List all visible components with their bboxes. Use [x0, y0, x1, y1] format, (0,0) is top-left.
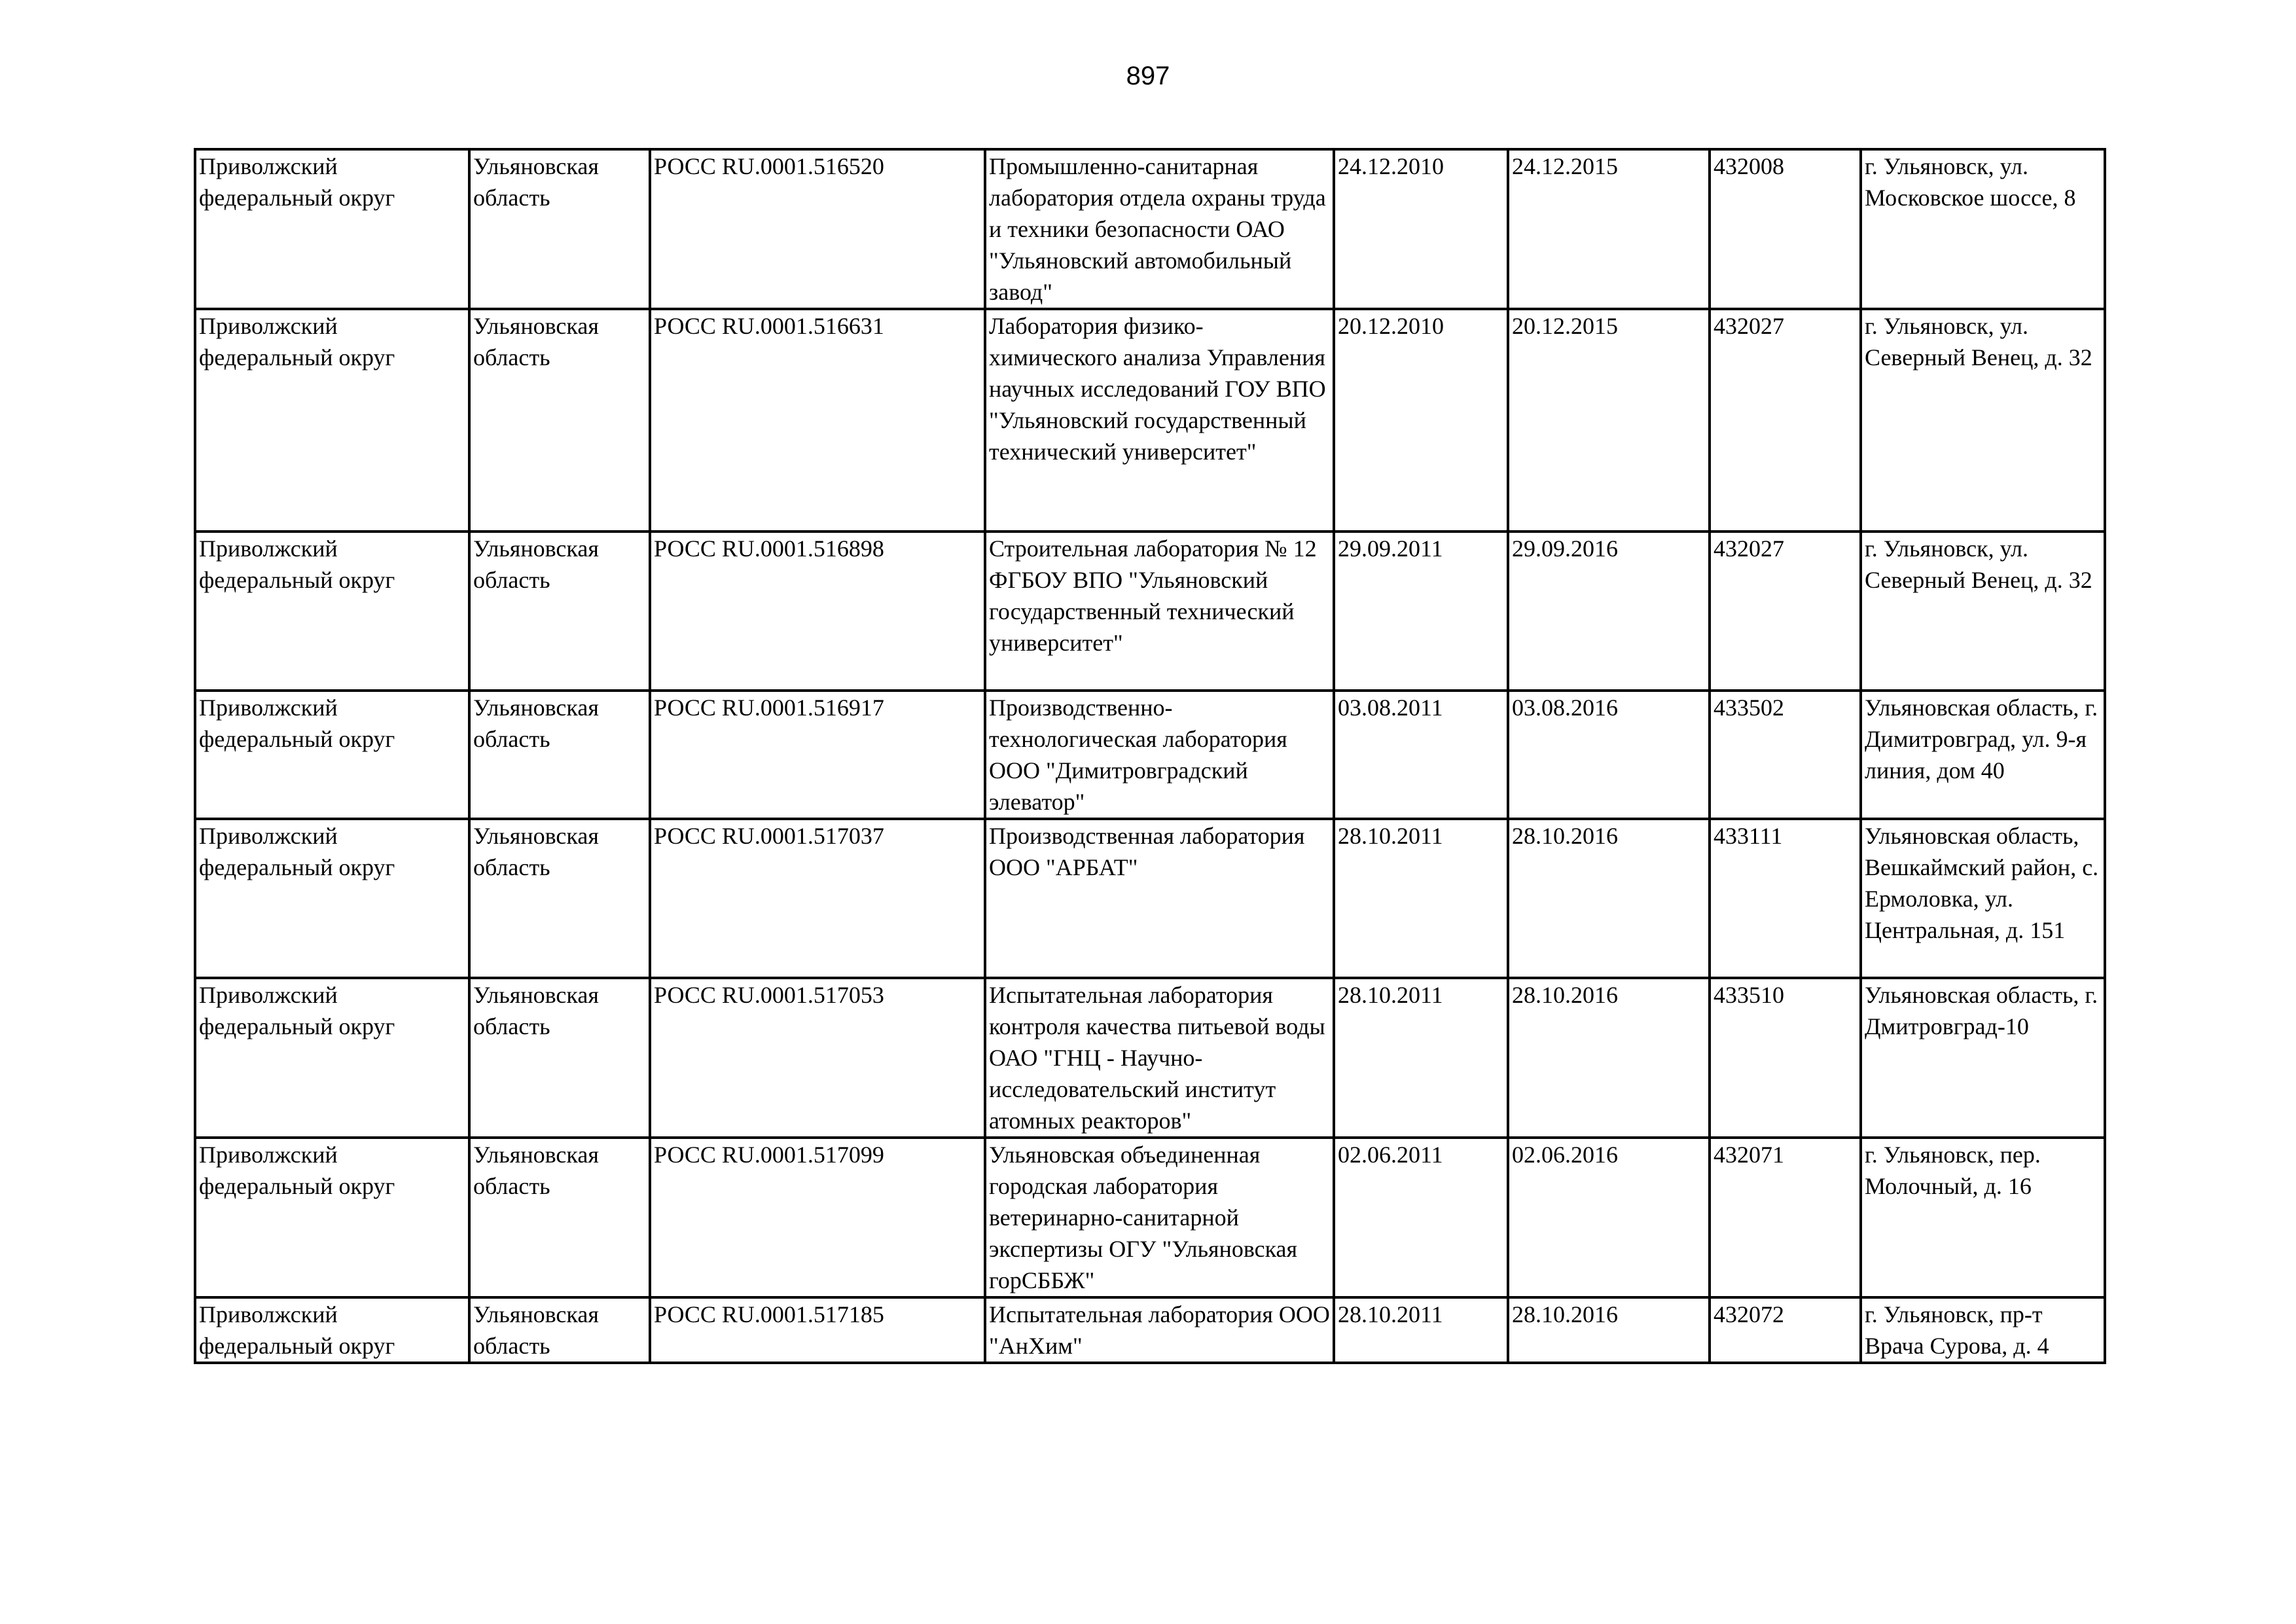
address-cell: Ульяновская область, г. Дмитровград-10 — [1861, 978, 2105, 1138]
registration-number-cell: РОСС RU.0001.516917 — [650, 691, 985, 819]
organization-cell: Строительная лаборатория № 12 ФГБОУ ВПО "Ульяновский государственный технический университет" — [985, 532, 1334, 691]
date-expires-cell: 28.10.2016 — [1508, 819, 1710, 978]
organization-cell: Промышленно-санитарная лаборатория отдела охраны труда и техники безопасности ОАО "Ульяновский автомобильный завод" — [985, 149, 1334, 309]
date-issued-cell: 03.08.2011 — [1334, 691, 1508, 819]
district-cell: Приволжский федеральный округ — [195, 978, 469, 1138]
date-expires-cell: 24.12.2015 — [1508, 149, 1710, 309]
address-cell: г. Ульяновск, ул. Северный Венец, д. 32 — [1861, 532, 2105, 691]
date-expires-cell: 20.12.2015 — [1508, 309, 1710, 532]
date-issued-cell: 20.12.2010 — [1334, 309, 1508, 532]
page-number: 897 — [1126, 62, 1170, 90]
table-row — [195, 1138, 2105, 1297]
address-cell: Ульяновская область, Вешкаймский район, с. Ермоловка, ул. Центральная, д. 151 — [1861, 819, 2105, 978]
date-issued-cell: 28.10.2011 — [1334, 978, 1508, 1138]
table-row — [195, 309, 2105, 532]
district-cell: Приволжский федеральный округ — [195, 149, 469, 309]
region-cell: Ульяновская область — [469, 691, 650, 819]
district-cell: Приволжский федеральный округ — [195, 1138, 469, 1297]
date-expires-cell: 03.08.2016 — [1508, 691, 1710, 819]
district-cell: Приволжский федеральный округ — [195, 532, 469, 691]
date-expires-cell: 29.09.2016 — [1508, 532, 1710, 691]
registration-number-cell: РОСС RU.0001.516631 — [650, 309, 985, 532]
region-cell: Ульяновская область — [469, 532, 650, 691]
table-row — [195, 149, 2105, 309]
district-cell: Приволжский федеральный округ — [195, 309, 469, 532]
table-row — [195, 532, 2105, 691]
postal-code-cell: 432027 — [1710, 532, 1861, 691]
laboratory-registry-table — [194, 148, 2106, 1364]
postal-code-cell: 432071 — [1710, 1138, 1861, 1297]
district-cell: Приволжский федеральный округ — [195, 691, 469, 819]
registration-number-cell: РОСС RU.0001.517099 — [650, 1138, 985, 1297]
address-cell: г. Ульяновск, пр-т Врача Сурова, д. 4 — [1861, 1297, 2105, 1363]
date-expires-cell: 28.10.2016 — [1508, 1297, 1710, 1363]
table-row — [195, 691, 2105, 819]
date-issued-cell: 28.10.2011 — [1334, 819, 1508, 978]
postal-code-cell: 433111 — [1710, 819, 1861, 978]
region-cell: Ульяновская область — [469, 1138, 650, 1297]
table-row — [195, 1297, 2105, 1363]
organization-cell: Испытательная лаборатория контроля качества питьевой воды ОАО "ГНЦ - Научно-исследовательский институт атомных реакторов" — [985, 978, 1334, 1138]
organization-cell: Лаборатория физико-химического анализа Управления научных исследований ГОУ ВПО "Ульяновский государственный технический университет" — [985, 309, 1334, 532]
organization-cell: Испытательная лаборатория ООО "АнХим" — [985, 1297, 1334, 1363]
address-cell: г. Ульяновск, пер. Молочный, д. 16 — [1861, 1138, 2105, 1297]
district-cell: Приволжский федеральный округ — [195, 1297, 469, 1363]
postal-code-cell: 433510 — [1710, 978, 1861, 1138]
address-cell: Ульяновская область, г. Димитровград, ул. 9-я линия, дом 40 — [1861, 691, 2105, 819]
registration-number-cell: РОСС RU.0001.516520 — [650, 149, 985, 309]
date-issued-cell: 29.09.2011 — [1334, 532, 1508, 691]
region-cell: Ульяновская область — [469, 978, 650, 1138]
postal-code-cell: 432027 — [1710, 309, 1861, 532]
date-expires-cell: 02.06.2016 — [1508, 1138, 1710, 1297]
postal-code-cell: 432008 — [1710, 149, 1861, 309]
table-row — [195, 978, 2105, 1138]
registration-number-cell: РОСС RU.0001.517053 — [650, 978, 985, 1138]
postal-code-cell: 432072 — [1710, 1297, 1861, 1363]
region-cell: Ульяновская область — [469, 819, 650, 978]
region-cell: Ульяновская область — [469, 149, 650, 309]
date-expires-cell: 28.10.2016 — [1508, 978, 1710, 1138]
organization-cell: Ульяновская объединенная городская лаборатория ветеринарно-санитарной экспертизы ОГУ "Ульяновская горСББЖ" — [985, 1138, 1334, 1297]
region-cell: Ульяновская область — [469, 1297, 650, 1363]
date-issued-cell: 28.10.2011 — [1334, 1297, 1508, 1363]
registration-number-cell: РОСС RU.0001.516898 — [650, 532, 985, 691]
date-issued-cell: 02.06.2011 — [1334, 1138, 1508, 1297]
postal-code-cell: 433502 — [1710, 691, 1861, 819]
address-cell: г. Ульяновск, ул. Московское шоссе, 8 — [1861, 149, 2105, 309]
organization-cell: Производственная лаборатория ООО "АРБАТ" — [985, 819, 1334, 978]
district-cell: Приволжский федеральный округ — [195, 819, 469, 978]
registration-number-cell: РОСС RU.0001.517037 — [650, 819, 985, 978]
table-row — [195, 819, 2105, 978]
organization-cell: Производственно-технологическая лаборатория ООО "Димитровградский элеватор" — [985, 691, 1334, 819]
region-cell: Ульяновская область — [469, 309, 650, 532]
date-issued-cell: 24.12.2010 — [1334, 149, 1508, 309]
registration-number-cell: РОСС RU.0001.517185 — [650, 1297, 985, 1363]
address-cell: г. Ульяновск, ул. Северный Венец, д. 32 — [1861, 309, 2105, 532]
